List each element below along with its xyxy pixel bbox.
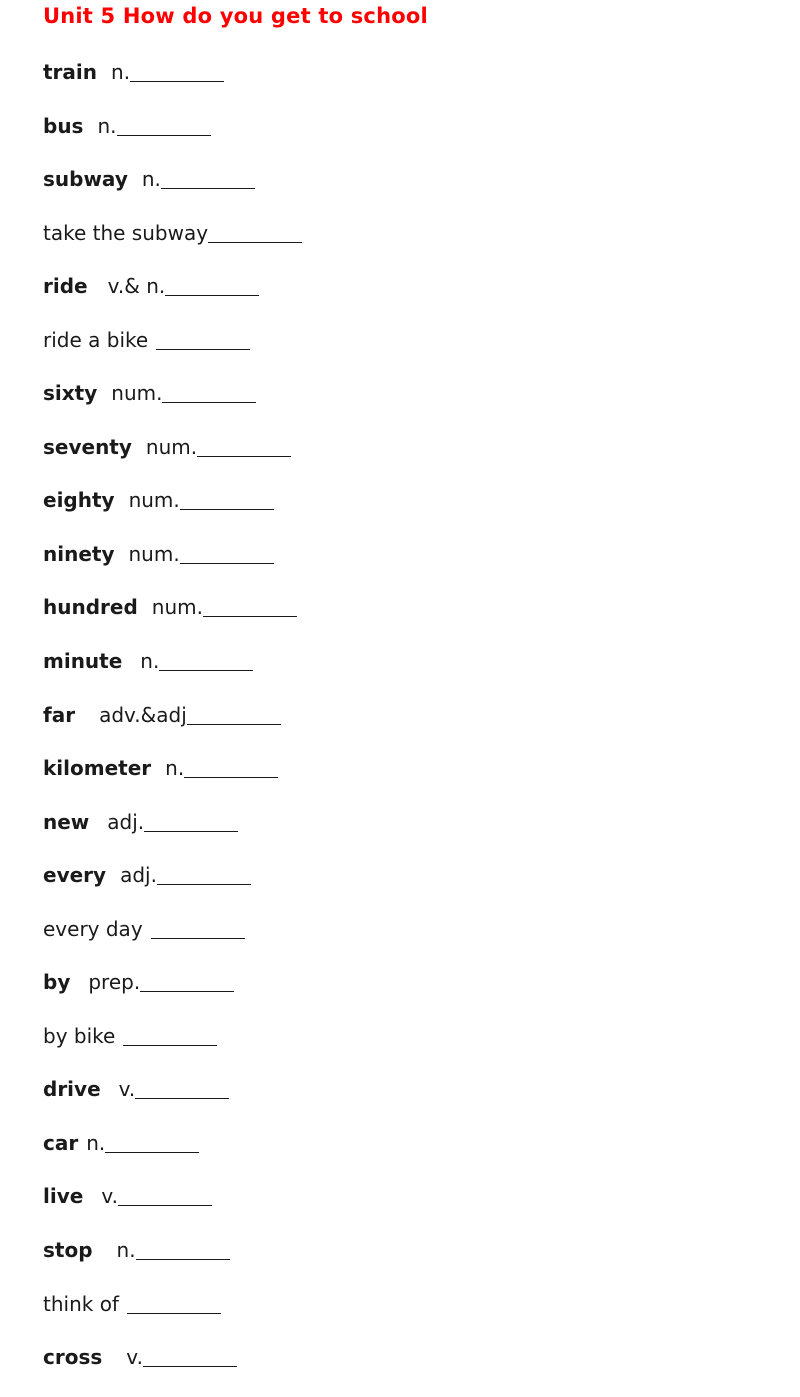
part-of-speech: adv.&adj bbox=[99, 702, 187, 727]
answer-blank[interactable] bbox=[197, 433, 291, 457]
vocab-word: by bike bbox=[43, 1023, 116, 1048]
vocab-item bbox=[43, 701, 302, 755]
part-of-speech: adj. bbox=[120, 863, 157, 888]
vocab-word: think of bbox=[43, 1291, 119, 1316]
answer-blank[interactable] bbox=[151, 915, 245, 939]
vocab-item bbox=[43, 1075, 302, 1129]
vocab-item bbox=[43, 915, 302, 969]
answer-blank[interactable] bbox=[117, 112, 211, 136]
answer-blank[interactable] bbox=[135, 1075, 229, 1099]
answer-blank[interactable] bbox=[144, 808, 238, 832]
vocab-word: cross bbox=[43, 1345, 103, 1370]
part-of-speech: v. bbox=[101, 1184, 118, 1209]
answer-blank[interactable] bbox=[127, 1290, 221, 1314]
part-of-speech: n. bbox=[141, 167, 161, 192]
vocab-item bbox=[43, 1343, 302, 1397]
part-of-speech: num. bbox=[145, 434, 198, 459]
vocab-item bbox=[43, 1290, 302, 1344]
answer-blank[interactable] bbox=[208, 219, 302, 243]
vocab-word: take the subway bbox=[43, 220, 209, 245]
vocab-word: new bbox=[43, 809, 90, 834]
answer-blank[interactable] bbox=[162, 379, 256, 403]
vocab-item bbox=[43, 379, 302, 433]
answer-blank[interactable] bbox=[118, 1182, 212, 1206]
answer-blank[interactable] bbox=[156, 326, 250, 350]
answer-blank[interactable] bbox=[203, 593, 297, 617]
part-of-speech: v.& n. bbox=[107, 274, 166, 299]
vocab-item bbox=[43, 58, 302, 112]
page-title: Unit 5 How do you get to school bbox=[43, 4, 428, 28]
vocab-item bbox=[43, 968, 302, 1022]
vocab-item bbox=[43, 326, 302, 380]
vocab-item bbox=[43, 540, 302, 594]
vocab-item bbox=[43, 272, 302, 326]
answer-blank[interactable] bbox=[180, 486, 274, 510]
answer-blank[interactable] bbox=[123, 1022, 217, 1046]
answer-blank[interactable] bbox=[143, 1343, 237, 1367]
answer-blank[interactable] bbox=[130, 58, 224, 82]
vocab-word: seventy bbox=[43, 434, 132, 459]
answer-blank[interactable] bbox=[105, 1129, 199, 1153]
vocab-item bbox=[43, 1236, 302, 1290]
part-of-speech: adj. bbox=[107, 809, 145, 834]
vocab-word: bus bbox=[43, 113, 84, 138]
answer-blank[interactable] bbox=[187, 701, 281, 725]
vocab-item bbox=[43, 754, 302, 808]
vocab-word: every day bbox=[43, 916, 143, 941]
answer-blank[interactable] bbox=[180, 540, 274, 564]
vocab-word: ride a bike bbox=[43, 327, 149, 352]
vocab-item bbox=[43, 433, 302, 487]
part-of-speech: num. bbox=[111, 381, 163, 406]
vocab-word: ride bbox=[43, 274, 88, 299]
answer-blank[interactable] bbox=[136, 1236, 230, 1260]
vocab-word: stop bbox=[43, 1238, 93, 1263]
part-of-speech: n. bbox=[97, 113, 117, 138]
vocab-item bbox=[43, 165, 302, 219]
answer-blank[interactable] bbox=[159, 647, 253, 671]
part-of-speech: num. bbox=[128, 541, 180, 566]
vocab-word: far bbox=[43, 702, 76, 727]
vocab-item bbox=[43, 808, 302, 862]
answer-blank[interactable] bbox=[165, 272, 259, 296]
part-of-speech: prep. bbox=[88, 970, 141, 995]
vocab-item bbox=[43, 593, 302, 647]
vocab-item bbox=[43, 486, 302, 540]
part-of-speech: n. bbox=[86, 1130, 106, 1155]
answer-blank[interactable] bbox=[140, 968, 234, 992]
part-of-speech: num. bbox=[151, 595, 203, 620]
part-of-speech: n. bbox=[111, 60, 131, 84]
vocab-word: kilometer bbox=[43, 756, 152, 781]
vocab-word: sixty bbox=[43, 381, 98, 406]
part-of-speech: num. bbox=[128, 488, 180, 513]
vocab-item bbox=[43, 1129, 302, 1183]
vocab-word: live bbox=[43, 1184, 84, 1209]
vocab-item bbox=[43, 861, 302, 915]
vocab-word: car bbox=[43, 1130, 79, 1155]
part-of-speech: v. bbox=[126, 1345, 143, 1370]
answer-blank[interactable] bbox=[184, 754, 278, 778]
vocab-word: hundred bbox=[43, 595, 138, 620]
vocab-word: subway bbox=[43, 167, 128, 192]
part-of-speech: n. bbox=[116, 1238, 136, 1263]
vocab-word: by bbox=[43, 970, 71, 995]
vocab-word: train bbox=[43, 60, 98, 84]
vocab-item bbox=[43, 1022, 302, 1076]
vocab-item bbox=[43, 112, 302, 166]
part-of-speech: n. bbox=[165, 756, 185, 781]
part-of-speech: v. bbox=[118, 1077, 136, 1102]
vocab-word: every bbox=[43, 863, 107, 888]
vocab-item bbox=[43, 1182, 302, 1236]
answer-blank[interactable] bbox=[157, 861, 251, 885]
vocab-word: drive bbox=[43, 1077, 101, 1102]
vocabulary-list bbox=[43, 58, 302, 1397]
vocab-item bbox=[43, 647, 302, 701]
vocab-item bbox=[43, 219, 302, 273]
vocab-word: eighty bbox=[43, 488, 115, 513]
vocab-word: minute bbox=[43, 649, 123, 674]
part-of-speech: n. bbox=[140, 649, 160, 674]
vocab-word: ninety bbox=[43, 541, 115, 566]
answer-blank[interactable] bbox=[161, 165, 255, 189]
